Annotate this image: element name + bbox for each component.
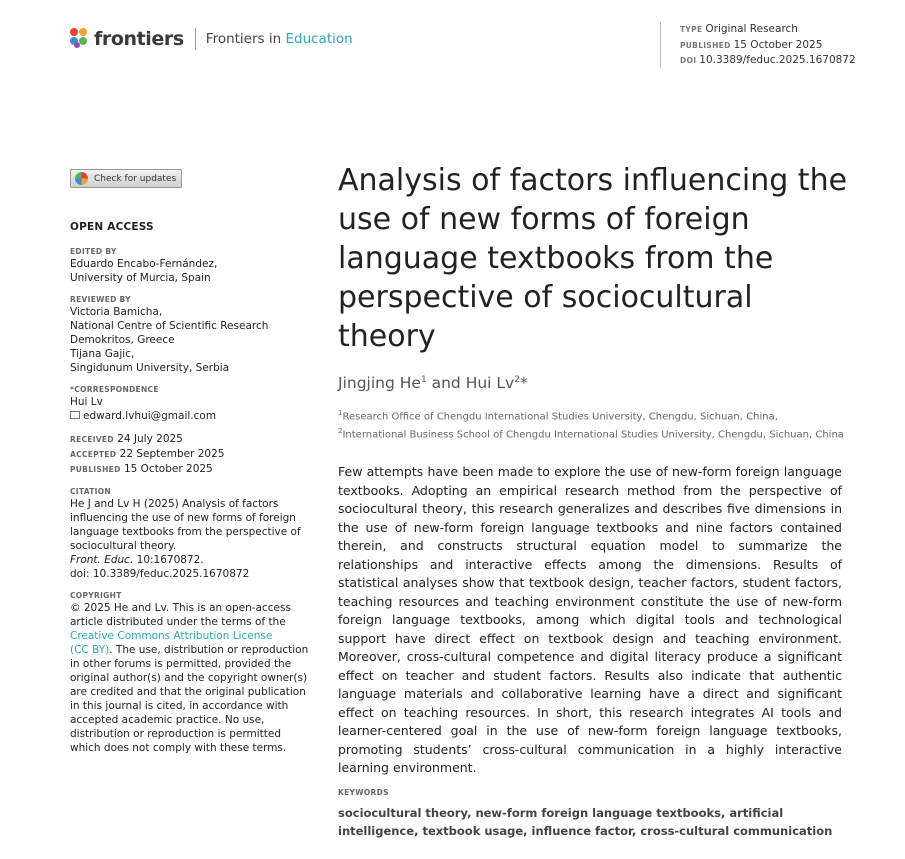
- copyright-line: (CC BY). The use, distribution or reproduction: [70, 644, 309, 656]
- affiliation-1: Research Office of Chengdu International Studies University, Chengdu, Sichuan, China,: [342, 411, 778, 423]
- reviewed-by-label: REVIEWED BY: [70, 295, 131, 304]
- keywords-label: KEYWORDS: [338, 788, 389, 797]
- article-title: Analysis of factors influencing the use of new forms of foreign language textbooks from the perspective of sociocultural theory: [338, 163, 848, 354]
- meta-type: TYPE Original Research: [680, 23, 798, 35]
- open-access-label: OPEN ACCESS: [70, 221, 154, 233]
- received-date: RECEIVED 24 July 2025: [70, 433, 183, 445]
- license-link-short[interactable]: (CC BY): [70, 644, 110, 656]
- author-name[interactable]: Jingjing He: [338, 374, 421, 392]
- edited-by-label: EDITED BY: [70, 247, 117, 256]
- affiliation-2: International Business School of Chengdu International Studies University, Chengdu, Sichuan, China: [342, 429, 844, 441]
- abstract-text: Few attempts have been made to explore the use of new-form foreign language textbooks. Adopting an empirical research method from the perspective of sociocultural theory, this research generalizes and describes five dimensions in the use of new-form foreign language textbooks and nine factors contained therein, and constructs structural equation model to summarize the relationships and interactive effects among the dimensions. Results of statistical analyses show that textbook design, teacher factors, student factors, teaching resources and teaching environment constitute the use of new-form foreign language textbooks, among which digital tools and technological support have direct effect on textbook design and teaching environment. Moreover, cross-cultural competence and digital literacy produce a significant effect on teacher and student factors. Results also indicate that authentic language materials and collaborative learning have a direct and significant effect on teaching resources. In short, this research integrates AI tools and learner-centered goal in the use of new-form foreign language textbooks, promoting students’ cross-cultural communication in a highly interactive learning environment.: [338, 464, 842, 775]
- affiliations: $^1$Research Office of Chengdu International Studies University, Chengdu, Sichuan, China, $^2$International Business School of Chengdu International Studies University, Chengdu, Sichuan, China: [338, 409, 844, 441]
- journal-name: [206, 31, 353, 47]
- editor-line: Eduardo Encabo-Fernández,: [70, 258, 218, 270]
- copyright-label: COPYRIGHT: [70, 591, 122, 600]
- keywords-list: sociocultural theory, new-form foreign language textbooks, artificial intelligence, textbook usage, influence factor, cross-cultural communication: [338, 806, 833, 838]
- author-affil-mark: 1: [420, 374, 427, 385]
- license-link[interactable]: Creative Commons Attribution License: [70, 630, 273, 642]
- citation-line: language textbooks from the perspective of: [70, 526, 301, 538]
- sidebar: [70, 220, 308, 755]
- copyright-line: which does not comply with these terms.: [70, 742, 287, 754]
- accepted-date: ACCEPTED 22 September 2025: [70, 448, 225, 460]
- copyright-line: in this journal is cited, in accordance with: [70, 700, 289, 712]
- copyright-line: original author(s) and the copyright owner(s): [70, 672, 308, 684]
- copyright-line: distribution or reproduction is permitted: [70, 728, 282, 740]
- author-separator: and: [426, 374, 466, 392]
- logo-wordmark: frontiers: [94, 28, 184, 50]
- citation-line: influencing the use of new forms of foreign: [70, 512, 296, 524]
- correspondence-email[interactable]: edward.lvhui@gmail.com: [83, 410, 217, 422]
- check-for-updates-button[interactable]: [70, 169, 182, 188]
- copyright-line: article distributed under the terms of the: [70, 616, 286, 628]
- copyright-line: © 2025 He and Lv. This is an open-access: [70, 602, 291, 614]
- author-affil-mark: 2: [514, 374, 520, 385]
- correspondence-name: Hui Lv: [70, 396, 103, 408]
- copyright-line: are credited and that the original publication: [70, 686, 306, 698]
- copyright-line: in other forums is permitted, provided the: [70, 658, 292, 670]
- corresponding-mark: *: [519, 374, 528, 392]
- reviewer-line: National Centre of Scientific Research: [70, 320, 269, 332]
- logo-divider: [195, 28, 196, 50]
- reviewer-line: Singidunum University, Serbia: [70, 362, 230, 374]
- citation-doi: doi: 10.3389/feduc.2025.1670872: [70, 568, 250, 580]
- author-list: [338, 374, 528, 392]
- journal-title: Education: [285, 31, 353, 47]
- citation-journal-line: Front. Educ. 10:1670872.: [70, 554, 204, 566]
- citation-line: He J and Lv H (2025) Analysis of factors: [70, 498, 279, 510]
- correspondence-email-row[interactable]: [70, 409, 308, 423]
- reviewer-line: Demokritos, Greece: [70, 334, 175, 346]
- copyright-line: accepted academic practice. No use,: [70, 714, 265, 726]
- meta-published: PUBLISHED 15 October 2025: [680, 38, 823, 51]
- check-for-updates-label: Check for updates: [94, 173, 177, 184]
- citation-label: CITATION: [70, 487, 112, 496]
- frontiers-logo[interactable]: [70, 28, 353, 50]
- correspondence-label: *CORRESPONDENCE: [70, 385, 159, 394]
- reviewer-line: Victoria Bamicha,: [70, 306, 163, 318]
- crossmark-icon: [75, 172, 88, 185]
- reviewer-line: Tijana Gajic,: [70, 348, 135, 360]
- envelope-icon: [70, 411, 80, 419]
- meta-doi[interactable]: DOI 10.3389/feduc.2025.1670872: [680, 54, 856, 66]
- published-date: PUBLISHED 15 October 2025: [70, 463, 213, 475]
- editor-line: University of Murcia, Spain: [70, 272, 211, 284]
- author-name[interactable]: Hui Lv: [465, 374, 515, 392]
- article-meta: [660, 22, 856, 68]
- citation-line: sociocultural theory.: [70, 540, 177, 552]
- frontiers-logo-icon: [70, 28, 90, 50]
- journal-prefix: Frontiers in: [205, 31, 282, 47]
